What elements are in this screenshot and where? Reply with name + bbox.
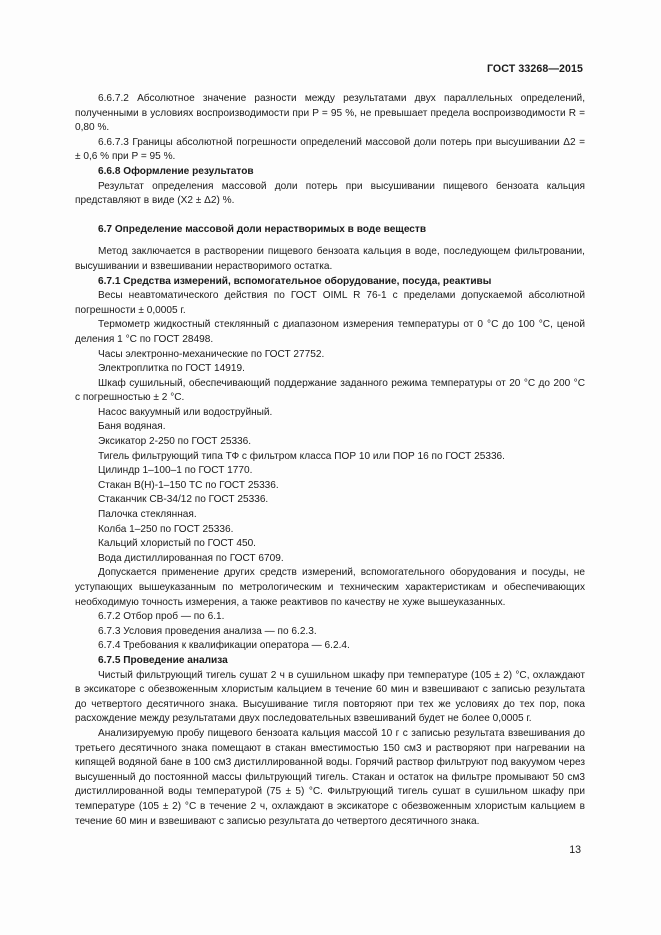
equipment-item: Кальций хлористый по ГОСТ 450. [98, 538, 256, 550]
equipment-item: Палочка стеклянная. [98, 509, 197, 521]
paragraph-6-7-4: 6.7.4 Требования к квалификации оператора — 6.2.4. [98, 640, 350, 652]
equipment-item: Стакан В(Н)-1–150 ТС по ГОСТ 25336. [98, 479, 279, 491]
equipment-item: Колба 1–250 по ГОСТ 25336. [98, 523, 234, 535]
paragraph-6-7: Метод заключается в растворении пищевого бензоата кальция в воде, последующем фильтровании, высушивании и взвешивании нерастворимого остатка. [75, 246, 585, 272]
heading-6-6-8: 6.6.8 Оформление результатов [98, 165, 254, 177]
heading-6-7-5: 6.7.5 Проведение анализа [98, 654, 228, 666]
equipment-item: Вода дистиллированная по ГОСТ 6709. [98, 552, 284, 564]
document-body [75, 92, 585, 829]
equipment-item: Часы электронно-механические по ГОСТ 27752. [98, 348, 325, 360]
equipment-item: Насос вакуумный или водоструйный. [98, 406, 273, 418]
equipment-item: Весы неавтоматического действия по ГОСТ OIML R 76-1 с пределами допускаемой абсолютной погрешности ± 0,0005 г. [75, 290, 585, 316]
paragraph-6-6-7-3: 6.6.7.3 Границы абсолютной погрешности определений массовой доли потерь при высушивании Δ2 = ± 0,6 % при P = 95 %. [75, 136, 585, 163]
equipment-item: Эксикатор 2-250 по ГОСТ 25336. [98, 436, 252, 448]
paragraph-6-7-5-b: Анализируемую пробу пищевого бензоата кальция массой 10 г с записью результата взвешивания до третьего десятичного знака помещают в стакан вместимостью 150 см3 и растворяют при нагревании на кипящей водяной бане в 100 см3 дистиллированной воды. Горячий раствор фильтруют под вакуумом через высушенный до постоянной массы фильтрующий тигель. Стакан и остаток на фильтре промывают 50 см3 дистиллированной воды температурой (75 ± 5) °С. Фильтрующий тигель сушат в сушильном шкафу при температуре (105 ± 2) °С в течение 2 ч, охлаждают в эксикаторе с обезвоженным хлористым кальцием в течение 60 мин и взвешивают с записью результата до четвертого десятичного знака. [75, 727, 585, 827]
paragraph-6-6-8: Результат определения массовой доли потерь при высушивании пищевого бензоата кальция представляют в виде (X2 ± Δ2) %. [75, 180, 585, 207]
equipment-item: Термометр жидкостный стеклянный с диапазоном измерения температуры от 0 °С до 100 °С, ценой деления 1 °С по ГОСТ 28498. [75, 319, 585, 345]
page-number: 13 [569, 844, 581, 856]
document-header: ГОСТ 33268—2015 [486, 63, 583, 75]
equipment-item: Цилиндр 1–100–1 по ГОСТ 1770. [98, 465, 253, 477]
paragraph-6-7-5-a: Чистый фильтрующий тигель сушат 2 ч в сушильном шкафу при температуре (105 ± 2) °С, охлаждают в эксикаторе с обезвоженным хлористым кальцием в течение 60 мин и взвешивают с записью результата до четвертого десятичного знака. Высушивание тигля повторяют при тех же условиях до тех пор, пока расхождение между результатами двух последовательных взвешиваний будет не более 0,0005 г. [75, 669, 585, 725]
paragraph-6-7-2: 6.7.2 Отбор проб — по 6.1. [98, 611, 225, 623]
equipment-item: Стаканчик СВ-34/12 по ГОСТ 25336. [98, 494, 269, 506]
heading-6-7-1: 6.7.1 Средства измерений, вспомогательное оборудование, посуда, реактивы [98, 275, 492, 287]
paragraph-6-6-7-2: 6.6.7.2 Абсолютное значение разности между результатами двух параллельных определений, полученными в условиях воспроизводимости при P = 95 %, не превышает предела воспроизводимости R = 0,80 %. [75, 93, 585, 134]
equipment-item: Тигель фильтрующий типа ТФ с фильтром класса ПОР 10 или ПОР 16 по ГОСТ 25336. [98, 450, 505, 462]
equipment-item: Электроплитка по ГОСТ 14919. [98, 363, 245, 375]
paragraph-6-7-3: 6.7.3 Условия проведения анализа — по 6.2.3. [98, 625, 317, 637]
equipment-item: Шкаф сушильный, обеспечивающий поддержание заданного режима температуры от 20 °С до 200 °С с погрешностью ± 2 °С. [75, 377, 585, 404]
equipment-item: Баня водяная. [98, 421, 166, 433]
heading-6-7: 6.7 Определение массовой доли нерастворимых в воде веществ [98, 223, 427, 235]
equipment-note: Допускается применение других средств измерений, вспомогательного оборудования и посуды, не уступающих вышеуказанным по метрологическим и техническим характеристикам и обеспечивающих необходимую точность измерения, а также реактивов по качеству не хуже вышеуказанных. [75, 567, 585, 608]
